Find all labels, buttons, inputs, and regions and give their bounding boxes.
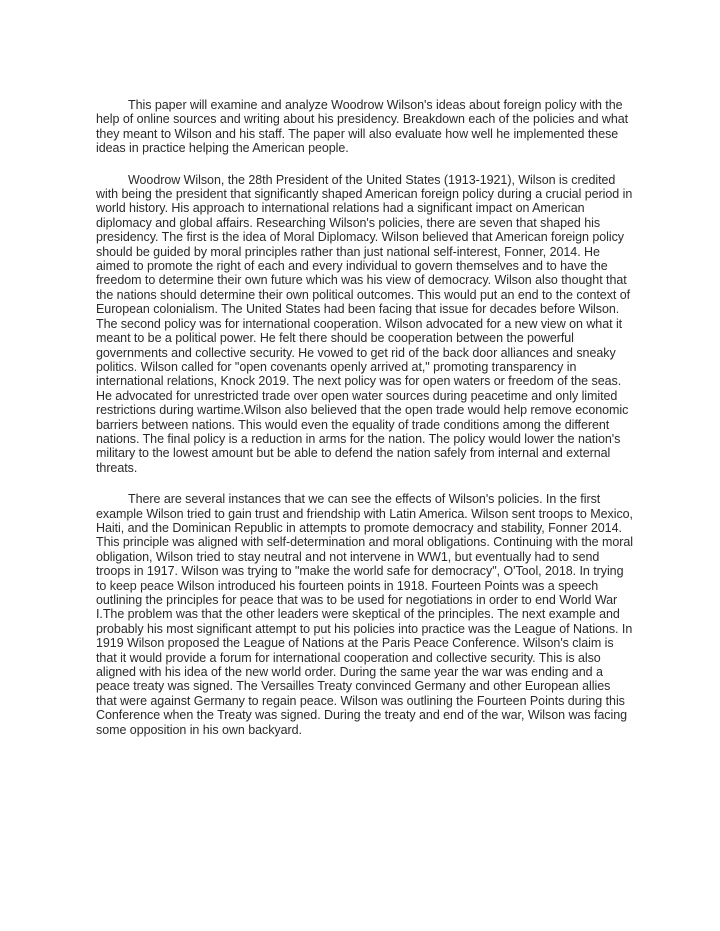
effects-paragraph: There are several instances that we can see the effects of Wilson's policies. In the first example Wilson tried to gain trust and friendship with Latin America. Wilson sent troops to Mexico, Haiti, and the Dominican Republic in attempts to promote democracy and stability, Fonner 2014. This principle was aligned with self-determination and moral obligations. Continuing with the moral obligation, Wilson tried to stay neutral and not intervene in WW1, but eventually had to send troops in 1917. Wilson was trying to "make the world safe for democracy", O'Tool, 2018. In trying to keep peace Wilson introduced his fourteen points in 1918. Fourteen Points was a speech outlining the principles for peace that was to be used for negotiations in order to end World War I.The problem was that the other leaders were skeptical of the principles. The next example and probably his most significant attempt to put his policies into practice was the League of Nations. In 1919 Wilson proposed the League of Nations at the Paris Peace Conference. Wilson's claim is that it would provide a forum for international cooperation and collective security. This is also aligned with his idea of the new world order. During the same year the war was ending and a peace treaty was signed. The Versailles Treaty convinced Germany and other European allies that were against Germany to regain peace. Wilson was outlining the Fourteen Points during this Conference when the Treaty was signed. During the treaty and end of the war, Wilson was facing some opposition in his own backyard. bbox=[96, 492, 633, 737]
intro-paragraph: This paper will examine and analyze Woodrow Wilson's ideas about foreign policy with the help of online sources and writing about his presidency. Breakdown each of the policies and what they meant to Wilson and his staff. The paper will also evaluate how well he implemented these ideas in practice helping the American people. bbox=[96, 98, 629, 156]
policies-paragraph: Woodrow Wilson, the 28th President of the United States (1913-1921), Wilson is credited with being the president that significantly shaped American foreign policy during a crucial period in world history. His approach to international relations had a significant impact on American diplomacy and global affairs. Researching Wilson's policies, there are seven that shaped his presidency. The first is the idea of Moral Diplomacy. Wilson believed that American foreign policy should be guided by moral principles rather than just national self-interest, Fonner, 2014. He aimed to promote the right of each and every individual to govern themselves and to have the freedom to determine their own future which was his view of democracy. Wilson also thought that the nations should determine their own political outcomes. This would put an end to the context of European colonialism. The United States had been facing that issue for decades before Wilson. The second policy was for international cooperation. Wilson advocated for a new view on what it meant to be a political power. He felt there should be cooperation between the powerful governments and collective security. He vowed to get rid of the back door alliances and sneaky politics. Wilson called for "open covenants openly arrived at," promoting transparency in international relations, Knock 2019. The next policy was for open waters or freedom of the seas. He advocated for unrestricted trade over open water sources during peacetime and only limited restrictions during wartime.Wilson also believed that the open trade would help remove economic barriers between nations. This would even the equality of trade conditions among the different nations. The final policy is a reduction in arms for the nation. The policy would lower the nation's military to the lowest amount but be able to defend the nation safely from internal and external threats. bbox=[96, 172, 633, 475]
document-body bbox=[96, 98, 634, 754]
